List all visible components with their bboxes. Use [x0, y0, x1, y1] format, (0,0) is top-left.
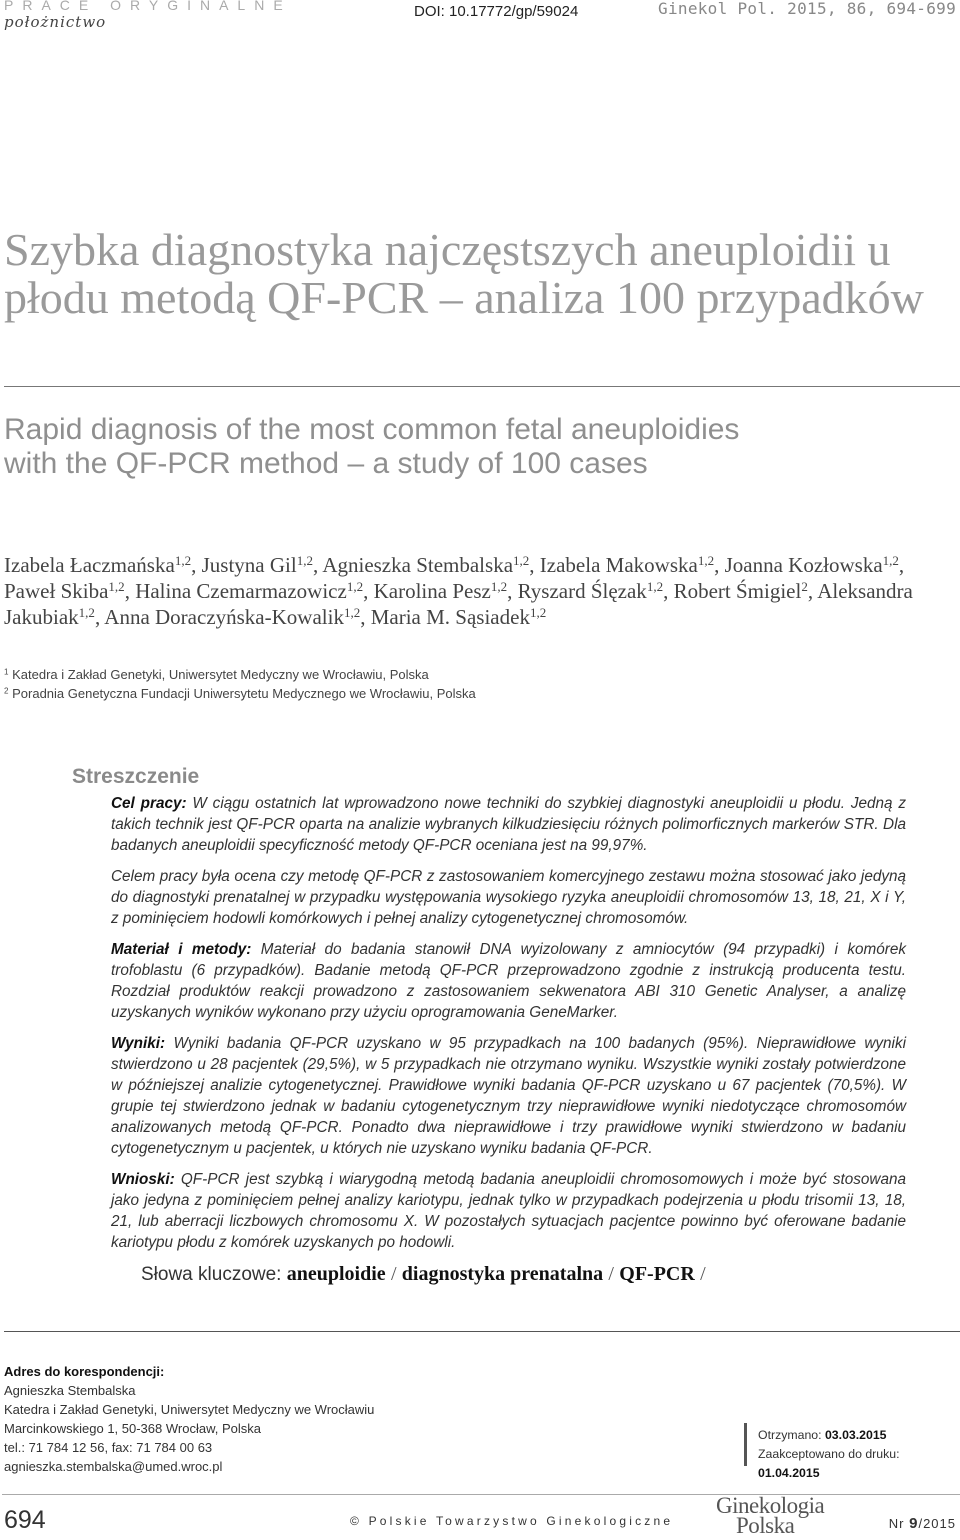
keywords [141, 1263, 706, 1286]
doi[interactable]: DOI: 10.17772/gp/59024 [414, 3, 579, 20]
subsection-label: położnictwo [4, 13, 107, 31]
author-affiliation: 1,2 [529, 604, 547, 620]
issue-year: /2015 [918, 1516, 956, 1531]
page-number: 694 [4, 1506, 46, 1534]
author-affiliation: 1,2 [646, 578, 664, 594]
received-date [758, 1426, 960, 1445]
affiliation-number: 2 [4, 686, 9, 696]
correspondence-email[interactable]: agnieszka.stembalska@umed.wroc.pl [4, 1459, 223, 1474]
abstract-aim [111, 793, 906, 856]
title-english-line-2: with the QF-PCR method – a study of 100 cases [4, 447, 648, 480]
abstract-aim-2: Celem pracy była ocena czy metodę QF-PCR z zastosowaniem komercyjnego zestawu można stosować jako jedyną do diagnostyki prenatalnej w przypadku występowania wysokiego ryzyka aneuploidii chromosomów 13, 18, 21, X i Y, z pominięciem hodowli komórkowych i pełnej analizy cytogenetycznej chromosomów. [111, 868, 906, 927]
issue-value: 9 [909, 1515, 919, 1532]
abstract-conclusions [111, 1169, 906, 1253]
author-affiliation: 1,2 [490, 578, 508, 594]
abstract-body [111, 793, 906, 1263]
author-affiliation: 1,2 [343, 604, 361, 620]
affiliation-number: 1 [4, 667, 9, 677]
author-name: Paweł Skiba [4, 579, 109, 603]
aim-label: Cel pracy: [111, 795, 187, 812]
author-affiliation: 1,2 [174, 552, 192, 568]
results-label: Wyniki: [111, 1035, 166, 1052]
author-list: Izabela Łaczmańska$^{1,2}$, Justyna Gil$^{1,2}$, Agnieszka Stembalska$^{1,2}$, Izabela Makowska$^{1,2}$, Joanna Kozłowska$^{1,2}$, Paweł Skiba$^{1,2}$, Halina Czemarmazowicz$^{1,2}$, Karolina Pesz$^{1,2}$, Ryszard Ślęzak$^{1,2}$, Robert Śmigiel$^2$, Aleksandra Jakubiak$^{1,2}$, Anna Doraczyńska-Kowalik$^{1,2}$, Maria M. Sąsiadek$^{1,2}$ [4, 552, 913, 629]
title-english [4, 413, 954, 481]
title-divider [4, 386, 960, 387]
issue-number [889, 1515, 956, 1532]
author-name: Izabela Łaczmańska [4, 553, 175, 577]
logo-line-1: Ginekologia [716, 1493, 825, 1518]
correspondence-name: Agnieszka Stembalska [4, 1383, 136, 1398]
keyword-separator: / [390, 1263, 397, 1285]
keywords-label: Słowa kluczowe: [141, 1264, 282, 1285]
author-affiliation: 1,2 [108, 578, 125, 594]
correspondence [4, 1362, 504, 1476]
logo-line-2: Polska [736, 1513, 795, 1538]
methods-text: Materiał do badania stanowił DNA wyizolowany z amniocytów (94 przypadki) i komórek trofoblastu (6 przypadków). Badanie metodą QF-PCR przeprowadzono zgodnie z instrukcją producenta testu. Rozdział produktów reakcji prowadzono z zastosowaniem sekwenatora ABI 310 Genetic Analyser, a analizę uzyskanych wyników wykonano przy użyciu oprogramowania GeneMarker. [111, 941, 906, 1021]
author-name: Robert Śmigiel [673, 579, 802, 603]
author-name: Maria M. Sąsiadek [370, 605, 530, 629]
keyword: diagnostyka prenatalna [401, 1263, 604, 1285]
correspondence-phone: tel.: 71 784 12 56, fax: 71 784 00 63 [4, 1440, 213, 1455]
aim-text: W ciągu ostatnich lat wprowadzono nowe techniki do szybkiej diagnostyki aneuploidii u płodu. Jedną z takich technik jest QF-PCR oparta na analizie wybranych kilkudziesięciu różnych polimorficznych markerów STR. Dla badanych aneuploidii specyficzność metody QF-PCR oceniana jest na 99,97%. [111, 795, 906, 854]
author-name: Halina Czemarmazowicz [135, 579, 347, 603]
dates-bar [744, 1423, 747, 1466]
accepted-date [758, 1445, 960, 1483]
section-label: PRACE ORYGINALNE [4, 0, 292, 13]
title-english-line-1: Rapid diagnosis of the most common fetal aneuploidies [4, 413, 740, 446]
keyword-separator: / [700, 1263, 706, 1285]
abstract-heading: Streszczenie [72, 765, 200, 788]
author-affiliation: 1,2 [78, 604, 95, 620]
conclusions-label: Wnioski: [111, 1171, 175, 1188]
correspondence-institution: Katedra i Zakład Genetyki, Uniwersytet Medyczny we Wrocławiu [4, 1402, 375, 1417]
author-affiliation: 2 [801, 578, 808, 594]
author-name: Agnieszka Stembalska [322, 553, 514, 577]
accepted-value: 01.04.2015 [758, 1466, 820, 1480]
affiliation-item [4, 665, 904, 684]
author-affiliation: 1,2 [346, 578, 364, 594]
section-divider [4, 1331, 960, 1332]
author-affiliation: 1,2 [882, 552, 899, 568]
results-text: Wyniki badania QF-PCR uzyskano w 95 przypadkach na 100 badanych (95%). Nieprawidłowe wyniki stwierdzono u 28 pacjentek (29,5%), w 5 przypadkach nie otrzymano wyniku. Wszystkie wyniki zostały potwierdzone w późniejszej analizie cytogenetycznej. Prawidłowe wyniki badania QF-PCR uzyskano u 67 pacjentek (70,5%). W grupie tej stwierdzono jednak w badaniu cytogenetycznym trzy nieprawidłowe wyniki niedotyczące chromosomów analizowanych metodą QF-PCR. Ponadto dwa nieprawidłowe i trzy prawidłowe wyniki stwierdzono w badaniu cytogenetycznym u pacjentek, u których nie uzyskano wyniku badania QF-PCR. [111, 1035, 906, 1157]
author-name: Justyna Gil [201, 553, 297, 577]
author-name: Ryszard Ślęzak [517, 579, 647, 603]
keyword: QF-PCR [619, 1263, 695, 1285]
issue-prefix: Nr [888, 1516, 910, 1531]
conclusions-text: QF-PCR jest szybką i wiarygodną metodą badania aneuploidii chromosomowych i może być stosowana jako jedyna z pominięciem pełnej analizy kariotypu, jednak tylko w przypadkach podejrzenia u płodu trisomii 13, 18, 21, lub aberracji liczbowych chromosomu X. W pozostałych sytuacjach pacjentce powinno być oferowane badanie kariotypu płodu z komórek uzyskanych po hodowli. [111, 1171, 906, 1251]
keyword-separator: / [608, 1263, 614, 1285]
article-dates [758, 1426, 960, 1483]
abstract-results [111, 1033, 906, 1159]
abstract-methods [111, 939, 906, 1023]
copyright: © Polskie Towarzystwo Ginekologiczne [350, 1514, 674, 1528]
author-name: Aleksandra Jakubiak [4, 579, 913, 629]
correspondence-heading: Adres do korespondencji: [4, 1364, 165, 1379]
author-name: Anna Doraczyńska-Kowalik [104, 605, 344, 629]
author-name: Karolina Pesz [373, 579, 491, 603]
received-label: Otrzymano: [758, 1428, 825, 1442]
affiliation-item [4, 684, 904, 703]
author-affiliation: 1,2 [513, 552, 530, 568]
author-name: Izabela Makowska [539, 553, 698, 577]
citation: Ginekol Pol. 2015, 86, 694-699 [658, 0, 956, 18]
correspondence-address: Marcinkowskiego 1, 50-368 Wrocław, Polska [4, 1421, 261, 1436]
accepted-label: Zaakceptowano do druku: [758, 1447, 900, 1461]
author-name: Joanna Kozłowska [724, 553, 883, 577]
affiliation-text: Katedra i Zakład Genetyki, Uniwersytet Medyczny we Wrocławiu, Polska [12, 667, 429, 682]
author-affiliation: 1,2 [697, 552, 715, 568]
journal-logo [716, 1493, 836, 1540]
title-polish: Szybka diagnostyka najczęstszych aneuploidii u płodu metodą QF-PCR – analiza 100 przypadków [4, 224, 924, 323]
affiliation-text: Poradnia Genetyczna Fundacji Uniwersytetu Medycznego we Wrocławiu, Polska [12, 686, 476, 701]
affiliation-list [4, 665, 904, 703]
received-value: 03.03.2015 [824, 1428, 887, 1442]
methods-label: Materiał i metody: [111, 941, 252, 958]
keyword: aneuploidie [286, 1263, 386, 1285]
author-affiliation: 1,2 [296, 552, 313, 568]
